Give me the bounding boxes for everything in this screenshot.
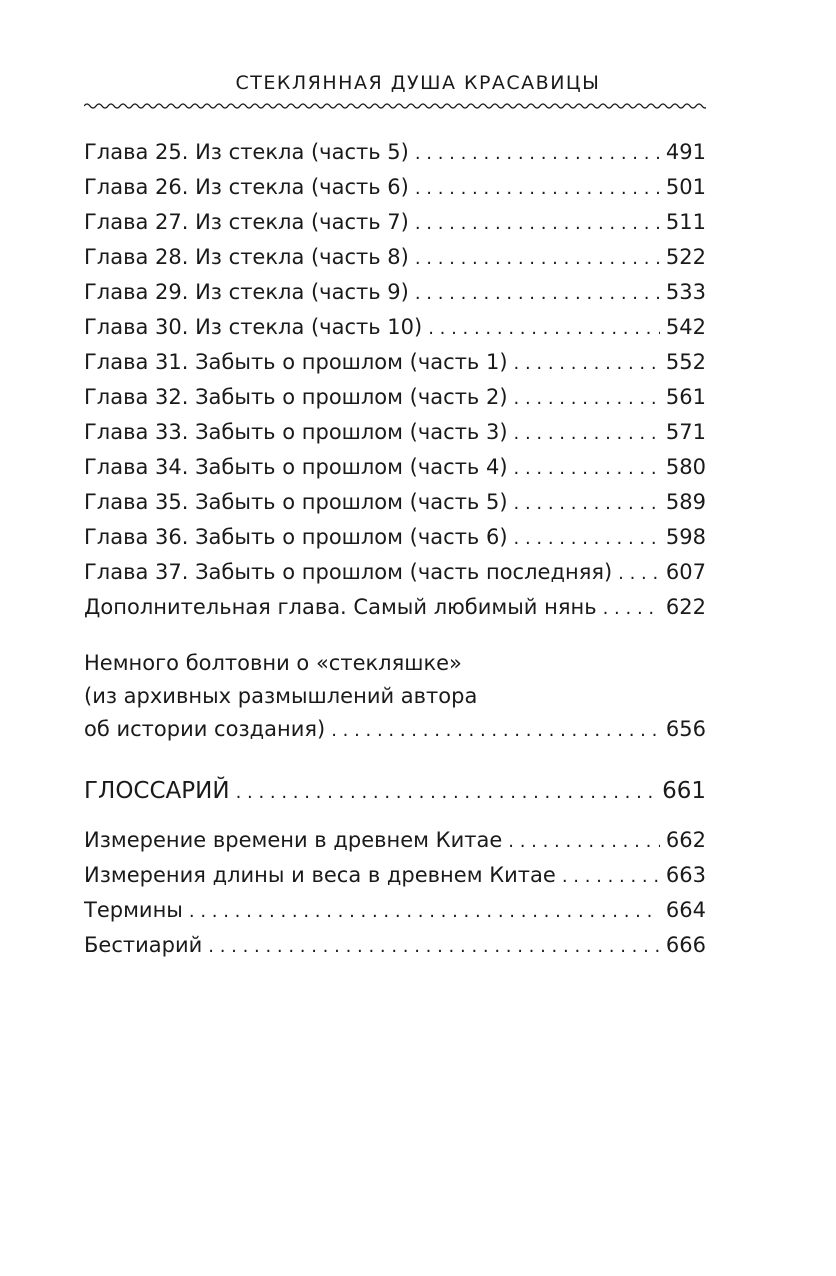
chapter-entry-page: 542	[665, 315, 706, 339]
dot-leader	[415, 248, 660, 269]
chapter-entry-page: 501	[665, 175, 706, 199]
chapter-entry-title: Глава 37. Забыть о прошлом (часть последняя)	[84, 560, 613, 584]
dot-leader	[603, 598, 660, 619]
chapter-entry	[84, 420, 706, 455]
chapter-entry-page: 580	[665, 455, 706, 479]
dot-leader	[514, 353, 660, 374]
dot-leader	[415, 178, 660, 199]
glossary-page: 661	[662, 778, 706, 804]
chapter-entry-title: Глава 31. Забыть о прошлом (часть 1)	[84, 350, 508, 374]
dot-leader	[415, 143, 660, 164]
glossary-entry-title: Измерения длины и веса в древнем Китае	[84, 863, 556, 887]
dot-leader	[415, 213, 660, 234]
dot-leader	[562, 866, 660, 887]
afterword-entry	[84, 651, 706, 750]
glossary-entry-title: Термины	[84, 898, 183, 922]
dot-leader	[428, 318, 660, 339]
glossary-entry-page: 662	[665, 828, 706, 852]
dot-leader	[514, 458, 660, 479]
afterword-line-2: (из архивных размышлений автора	[84, 684, 478, 708]
chapter-entry	[84, 385, 706, 420]
wavy-divider	[84, 101, 706, 111]
dot-leader	[514, 423, 660, 444]
dot-leader	[514, 493, 660, 514]
dot-leader	[189, 901, 660, 922]
glossary-entry	[84, 898, 706, 933]
dot-leader	[514, 528, 660, 549]
glossary-entry-page: 666	[665, 933, 706, 957]
dot-leader	[514, 388, 660, 409]
chapter-entry	[84, 350, 706, 385]
chapter-entry-title: Глава 32. Забыть о прошлом (часть 2)	[84, 385, 508, 409]
afterword-page: 656	[665, 717, 706, 741]
chapter-entry-title: Глава 25. Из стекла (часть 5)	[84, 140, 409, 164]
chapter-entry-title: Глава 33. Забыть о прошлом (часть 3)	[84, 420, 508, 444]
chapter-entry	[84, 280, 706, 315]
chapter-entry-title: Дополнительная глава. Самый любимый нянь	[84, 595, 597, 619]
chapter-entry-title: Глава 27. Из стекла (часть 7)	[84, 210, 409, 234]
chapter-entry-page: 622	[665, 595, 706, 619]
dot-leader	[618, 563, 660, 584]
chapter-entry	[84, 175, 706, 210]
glossary-list	[84, 828, 706, 968]
chapter-entry	[84, 315, 706, 350]
chapter-entry	[84, 490, 706, 525]
chapter-entry-page: 552	[665, 350, 706, 374]
glossary-title: ГЛОССАРИЙ	[84, 778, 230, 804]
chapter-entry-title: Глава 30. Из стекла (часть 10)	[84, 315, 423, 339]
chapter-entry-page: 533	[665, 280, 706, 304]
chapter-entry-title: Глава 29. Из стекла (часть 9)	[84, 280, 409, 304]
afterword-line-3: об истории создания)	[84, 717, 326, 741]
chapter-entry-page: 598	[665, 525, 706, 549]
chapter-entry	[84, 455, 706, 490]
afterword-line-1: Немного болтовни о «стекляшке»	[84, 651, 462, 675]
chapter-entry-title: Глава 36. Забыть о прошлом (часть 6)	[84, 525, 508, 549]
glossary-entry	[84, 933, 706, 968]
chapter-entry	[84, 140, 706, 175]
chapter-entry-page: 571	[665, 420, 706, 444]
chapter-entry-page: 491	[665, 140, 706, 164]
chapter-entry-title: Глава 26. Из стекла (часть 6)	[84, 175, 409, 199]
glossary-entry	[84, 863, 706, 898]
dot-leader	[508, 831, 660, 852]
glossary-entry-page: 663	[665, 863, 706, 887]
glossary-entry	[84, 828, 706, 863]
dot-leader	[208, 936, 660, 957]
chapter-entry	[84, 210, 706, 245]
chapter-entry-title: Глава 28. Из стекла (часть 8)	[84, 245, 409, 269]
chapter-entry-page: 589	[665, 490, 706, 514]
chapter-entry-title: Глава 35. Забыть о прошлом (часть 5)	[84, 490, 508, 514]
chapter-list	[84, 140, 706, 630]
chapter-entry-page: 511	[665, 210, 706, 234]
glossary-heading	[84, 778, 706, 818]
chapter-entry-page: 607	[665, 560, 706, 584]
glossary-entry-title: Бестиарий	[84, 933, 203, 957]
chapter-entry	[84, 595, 706, 630]
running-header: СТЕКЛЯННАЯ ДУША КРАСАВИЦЫ	[235, 72, 601, 94]
chapter-entry-page: 561	[665, 385, 706, 409]
chapter-entry	[84, 245, 706, 280]
chapter-entry	[84, 525, 706, 560]
chapter-entry	[84, 560, 706, 595]
chapter-entry-title: Глава 34. Забыть о прошлом (часть 4)	[84, 455, 508, 479]
dot-leader	[331, 720, 660, 741]
glossary-entry-title: Измерение времени в древнем Китае	[84, 828, 503, 852]
dot-leader	[415, 283, 660, 304]
glossary-entry-page: 664	[665, 898, 706, 922]
chapter-entry-page: 522	[665, 245, 706, 269]
dot-leader	[236, 782, 657, 803]
